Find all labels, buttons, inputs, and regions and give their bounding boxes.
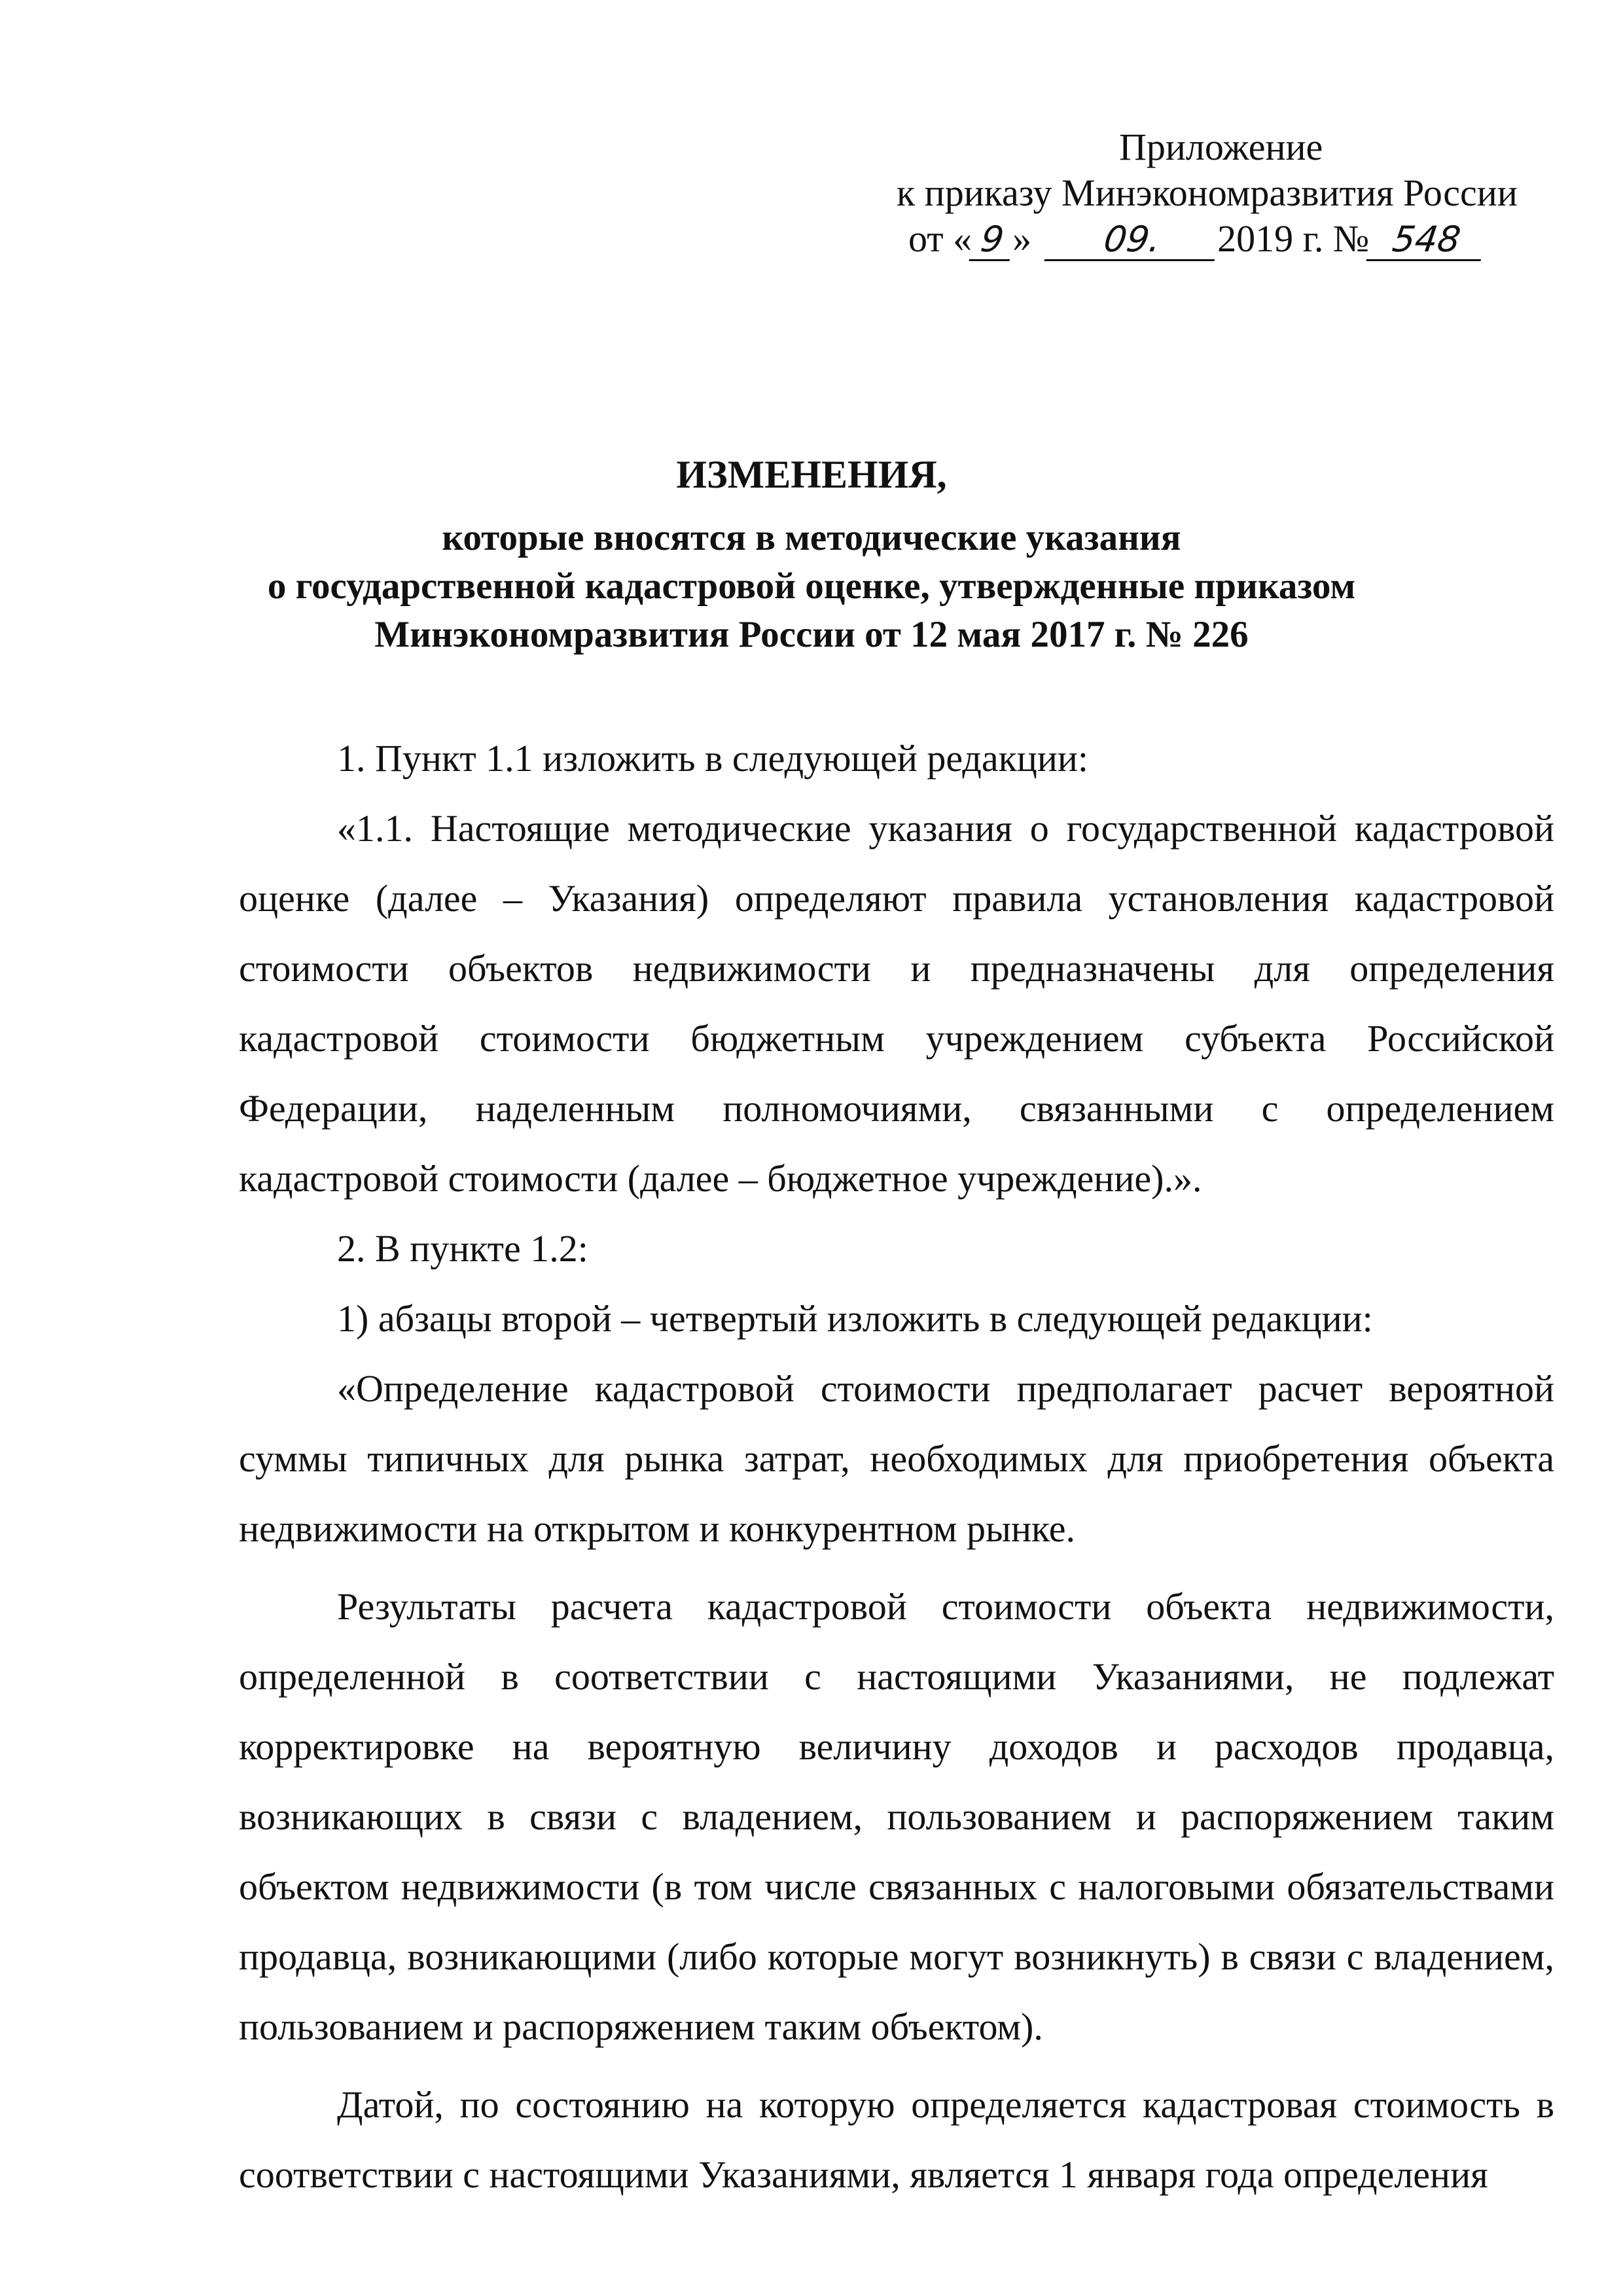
- appendix-header: [897, 124, 1551, 262]
- document-body: [239, 723, 1554, 2210]
- paragraph-date: Датой, по состоянию на которую определяется кадастровая стоимость в соответствии с настоящими Указаниями, является 1 января года определения: [239, 2083, 1554, 2196]
- document-subtitle: [0, 514, 1623, 659]
- paragraph-item-1: 1. Пункт 1.1 изложить в следующей редакции:: [337, 737, 1089, 780]
- subtitle-line: Минэкономразвития России от 12 мая 2017 г. № 226: [374, 614, 1249, 655]
- paragraph-item-2: 2. В пункте 1.2:: [337, 1227, 588, 1270]
- appendix-label: Приложение: [1119, 126, 1323, 168]
- handwritten-order-number: 548: [1366, 220, 1487, 261]
- handwritten-day: 9: [969, 220, 1016, 261]
- order-date-line: [897, 216, 1551, 262]
- paragraph-quoted-1-1: «1.1. Настоящие методические указания о государственной кадастровой оценке (далее – Указания) определяют правила установления кадастровой стоимости объектов недвижимости и предназначены для определения кадастровой стоимости бюджетным учреждением субъекта Российской Федерации, наделенным полномочиями, связанными с определением кадастровой стоимости (далее – бюджетное учреждение).».: [239, 807, 1554, 1200]
- paragraph-quoted-definition: «Определение кадастровой стоимости предполагает расчет вероятной суммы типичных для рынка затрат, необходимых для приобретения объекта недвижимости на открытом и конкурентном рынке.: [239, 1367, 1554, 1550]
- subtitle-line: о государственной кадастровой оценке, утвержденные приказом: [267, 565, 1356, 607]
- handwritten-month: 09.: [1044, 220, 1221, 261]
- date-year-number-label: 2019 г. №: [1217, 217, 1370, 260]
- subtitle-line: которые вносятся в методические указания: [442, 517, 1181, 558]
- date-close-quote: »: [1012, 217, 1032, 260]
- order-reference: к приказу Минэкономразвития России: [897, 171, 1518, 214]
- paragraph-results: Результаты расчета кадастровой стоимости объекта недвижимости, определенной в соответствии с настоящими Указаниями, не подлежат корректировке на вероятную величину доходов и расходов продавца, возникающих в связи с владением, пользованием и распоряжением таким объектом недвижимости (в том числе связанных с налоговыми обязательствами продавца, возникающими (либо которые могут возникнуть) в связи с владением, пользованием и распоряжением таким объектом).: [239, 1585, 1554, 2048]
- date-prefix: от «: [908, 217, 972, 260]
- paragraph-subitem-1: 1) абзацы второй – четвертый изложить в следующей редакции:: [337, 1297, 1373, 1340]
- document-title: ИЗМЕНЕНИЯ,: [676, 453, 947, 496]
